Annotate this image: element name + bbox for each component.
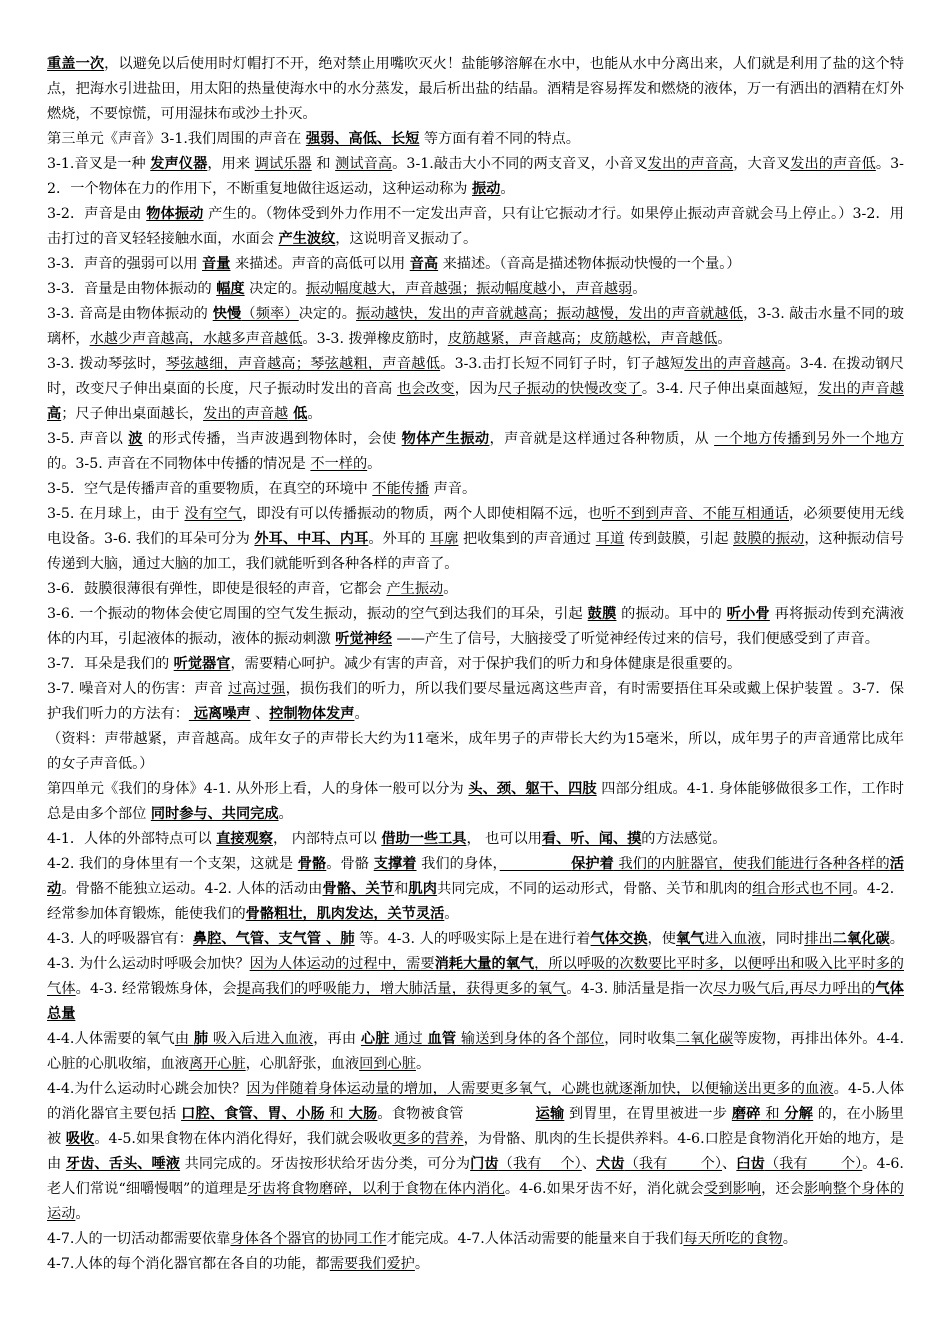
text-run: ，心肌舒张，血液 <box>245 1056 360 1072</box>
underlined-answer: 吸收 <box>65 1131 95 1147</box>
underlined-answer: 过高过强 <box>227 681 286 697</box>
text-run: 。4-5.人体的消化器官主要包括 <box>47 1081 905 1122</box>
text-run: ，必须要使用无线电设备。3-6. 我们的耳朵可分为 <box>47 506 904 547</box>
underlined-answer: 需要我们爱护 <box>329 1256 415 1272</box>
text-run: 4-2. 我们的身体里有一个支架，这就是 <box>47 856 298 872</box>
paragraph <box>47 777 904 827</box>
text-run: ，还会 <box>761 1181 804 1197</box>
text-run: 传到鼓膜，引起 <box>624 531 734 547</box>
text-run: 才能完成。4-7.人体活动需要的能量来自于我们 <box>386 1231 684 1247</box>
text-run: ，大音叉 <box>733 156 791 172</box>
underlined-answer: 外耳、中耳、内耳 <box>254 531 369 547</box>
text-run: 3-6. 一个振动的物体会使它周围的空气发生振动，振动的空气到达我们的耳朵，引起 <box>47 606 588 622</box>
underlined-answer: 气体交换 <box>590 931 648 947</box>
text-run: 3-2．声音是由 <box>47 206 147 222</box>
text-run: 。 <box>415 1056 431 1072</box>
underlined-answer: 尽力吸气后,再尽力呼出的 <box>713 981 876 997</box>
underlined-answer: 大肠 <box>348 1106 378 1122</box>
underlined-answer: 臼齿 <box>736 1156 765 1172</box>
underlined-answer: 不一样的 <box>310 456 368 472</box>
underlined-answer: 骨骼、关节 <box>322 881 395 897</box>
paragraph <box>47 577 904 602</box>
paragraph <box>47 1077 904 1227</box>
text-run: 。 <box>717 331 732 347</box>
text-run: 和 <box>311 156 336 172</box>
underlined-answer: 通过 <box>389 1031 428 1047</box>
text-run: 来描述。声音的高低可以用 <box>230 256 410 272</box>
text-run: ，再由 <box>313 1031 361 1047</box>
paragraph <box>47 927 904 1027</box>
text-run: ，这种振动信号传递到大脑，通过大脑的加工，我们就能听到各种各样的声音了。 <box>47 531 904 572</box>
underlined-answer: 听小骨 <box>726 606 770 622</box>
underlined-answer: 心脏 <box>360 1031 390 1047</box>
paragraph <box>47 602 904 652</box>
text-run: 。4-5.如果食物在体内消化得好，我们就会吸收 <box>94 1131 393 1147</box>
paragraph <box>47 1027 904 1077</box>
underlined-answer: 测试音高 <box>335 156 393 172</box>
text-run: ，需要精心呵护。减少有害的声音，对于保护我们的听力和身体健康是很重要的。 <box>230 656 742 672</box>
text-run: 。 <box>414 1256 430 1272</box>
paragraph <box>47 652 904 677</box>
underlined-answer: 鼓膜的振动 <box>733 531 805 547</box>
underlined-answer: 排出 <box>804 931 833 947</box>
underlined-answer: 耳廓 <box>429 531 459 547</box>
underlined-answer: 发出的声音低 <box>790 156 876 172</box>
underlined-answer: 氧气 <box>676 931 705 947</box>
text-run: 3-6．鼓膜很薄很有弹性，即使是很轻的声音，它都会 <box>47 581 387 597</box>
underlined-answer: 提高我们的呼吸能力，增大肺活量，获得更多的氧气 <box>236 981 567 997</box>
text-run: 。 <box>443 581 458 597</box>
text-run: 。 <box>354 706 369 722</box>
text-run: 我们的身体， <box>416 856 500 872</box>
underlined-answer: 发出的声音越 <box>817 381 904 397</box>
paragraph <box>47 202 904 252</box>
text-run: 第四单元《我们的身体》4-1. 从外形上看，人的身体一般可以分为 <box>47 781 469 797</box>
underlined-answer: 鼻腔、气管、支气管 、肺 <box>192 931 355 947</box>
paragraph <box>47 302 904 352</box>
underlined-answer: 骨骼粗壮，肌肉发达，关节灵活 <box>245 906 445 922</box>
text-run: ，3-3. 敲击水量不同的玻璃杯， <box>47 306 904 347</box>
text-run: 4-4.人体需要的氧气 <box>47 1031 175 1047</box>
text-run: 的，在小肠里被 <box>47 1106 904 1147</box>
underlined-answer: 发出的声音越高 <box>684 356 786 372</box>
underlined-answer: 因为人体运动的过程中，需要 <box>249 956 435 972</box>
text-run: ，为骨骼、肌肉的生长提供养料。4-6.口腔是食物消化开始的地方，是由 <box>47 1131 904 1172</box>
text-run: 。3-3.击打长短不同钉子时，钉子越短 <box>440 356 685 372</box>
text-run: 。4-2．经常参加体育锻炼，能使我们的 <box>47 881 904 922</box>
underlined-answer: 离开心脏 <box>188 1056 246 1072</box>
underlined-answer: 振动越快，发出的声音就越高；振动越慢，发出的声音就越低 <box>356 306 744 322</box>
text-run: ，使 <box>647 931 677 947</box>
text-run: 3-7. 噪音对人的伤害：声音 <box>47 681 228 697</box>
text-run: 来描述。（音高是描述物体振动快慢的一个量。） <box>438 256 741 272</box>
text-run: ， 内部特点可以 <box>273 831 382 847</box>
text-run: 再将振动传到充满液体的内耳，引起液体的振动，液体的振动刺激 <box>47 606 904 647</box>
paragraph <box>47 127 904 152</box>
text-run: 、 <box>250 706 270 722</box>
underlined-answer: 水越少声音越高，水越多声音越低 <box>89 331 303 347</box>
underlined-answer: 分解 <box>784 1106 814 1122</box>
text-run: ，用来 <box>207 156 255 172</box>
underlined-answer: 音高 <box>409 256 439 272</box>
underlined-answer: 不能传播 <box>372 481 430 497</box>
underlined-answer: 更多的营养 <box>392 1131 464 1147</box>
paragraph <box>47 827 904 852</box>
underlined-answer: 发声仪器 <box>150 156 208 172</box>
underlined-answer: 鼓膜 <box>587 606 617 622</box>
paragraph <box>47 1227 904 1252</box>
underlined-answer: （我有 个） <box>624 1156 723 1172</box>
text-run: 。3-4. 尺子伸出桌面越短， <box>641 381 818 397</box>
underlined-answer: 重盖一次 <box>47 56 105 72</box>
text-run: 。3-1.敲击大小不同的两支音叉，小音叉 <box>392 156 648 172</box>
text-run: 3-3. 音高是由物体振动的 <box>47 306 213 322</box>
underlined-answer: 看、听、闻、摸 <box>541 831 642 847</box>
underlined-answer: 调试乐器 <box>254 156 312 172</box>
underlined-answer: 受到影响 <box>703 1181 762 1197</box>
underlined-answer: 二氧化碳 <box>675 1031 734 1047</box>
text-run: 的。3-5. 声音在不同物体中传播的情况是 <box>47 456 311 472</box>
text-run: 。 <box>632 281 647 297</box>
paragraph <box>47 677 904 727</box>
text-run: 。 <box>500 181 515 197</box>
underlined-answer: 产生振动 <box>386 581 444 597</box>
underlined-answer: 骨骼 <box>297 856 327 872</box>
text-run: 的振动。耳中的 <box>616 606 727 622</box>
text-run: 把收集到的声音通过 <box>458 531 596 547</box>
text-run: 。外耳的 <box>368 531 430 547</box>
underlined-answer: 听不到到声音、不能互相通话 <box>601 506 790 522</box>
text-run: 决定的。 <box>244 281 306 297</box>
underlined-answer: 犬齿 <box>596 1156 625 1172</box>
text-run: 、 <box>581 1156 597 1172</box>
underlined-answer: 琴弦越细，声音越高；琴弦越粗，声音越低 <box>165 356 441 372</box>
underlined-answer: 快慢 <box>212 306 242 322</box>
underlined-answer: 和 <box>760 1106 785 1122</box>
underlined-answer: 物体振动 <box>146 206 204 222</box>
text-run: 。 <box>782 1231 797 1247</box>
underlined-answer: 发出的声音高 <box>647 156 734 172</box>
text-run: 。骨骼 <box>326 856 374 872</box>
underlined-answer: 牙齿、舌头、唾液 <box>65 1156 181 1172</box>
text-run: 产生的。（物体受到外力作用不一定发出声音，只有让它振动才行。如果停止振动声音就会马上停止。）3-2．用击打过的音叉轻轻接触水面，水面会 <box>47 206 904 247</box>
underlined-answer: 借助一些工具 <box>381 831 467 847</box>
text-run: 第三单元《声音》3-1.我们周围的声音在 <box>47 131 306 147</box>
underlined-answer: 控制物体发声 <box>269 706 355 722</box>
text-run: 等方面有着不同的特点。 <box>419 131 580 147</box>
underlined-answer: （我有 个） <box>764 1156 863 1172</box>
underlined-answer: 运输 <box>535 1106 565 1122</box>
underlined-answer: 高 <box>47 406 62 422</box>
underlined-answer: 组合形式也不同 <box>752 881 853 897</box>
text-run: 。4-3. 肺活量是指一次 <box>566 981 714 997</box>
underlined-answer: ，所以呼吸的次数要比平时多，以便呼出和吸入比平时多的气体 <box>47 956 904 997</box>
underlined-answer: 吸入后进入血液 <box>208 1031 314 1047</box>
text-run: ，因为 <box>454 381 498 397</box>
text-run: 3-3．音量是由物体振动的 <box>47 281 217 297</box>
underlined-answer: 影响整个身体的运动 <box>47 1181 904 1222</box>
text-run: 声音。 <box>429 481 477 497</box>
paragraph <box>47 252 904 277</box>
paragraph <box>47 152 904 202</box>
underlined-answer: 振动幅度越大，声音越强；振动幅度越小，声音越弱 <box>305 281 633 297</box>
underlined-answer: 一个地方传播到另外一个地方 <box>714 431 904 447</box>
text-run: 3-3．声音的强弱可以用 <box>47 256 203 272</box>
text-run: 3-5. 声音以 <box>47 431 129 447</box>
underlined-answer: 肌肉 <box>408 881 438 897</box>
text-run: 。3-3. 拨弹橡皮筋时， <box>302 331 448 347</box>
underlined-answer: 保护着 <box>571 856 614 872</box>
text-run: 4-1．人体的外部特点可以 <box>47 831 217 847</box>
text-run: 4-7.人的一切活动都需要依靠 <box>47 1231 231 1247</box>
text-run: 4-4.为什么运动时心跳会加快？ <box>47 1081 247 1097</box>
text-run: 。 <box>278 806 293 822</box>
underlined-answer: 口腔、食管、胃、小肠 <box>181 1106 325 1122</box>
paragraph <box>47 727 904 777</box>
underlined-answer: 听觉器官 <box>173 656 231 672</box>
paragraph <box>47 52 904 127</box>
text-run: 、 <box>722 1156 737 1172</box>
underlined-answer: 磨碎 <box>731 1106 761 1122</box>
text-run: 。 <box>75 1206 90 1222</box>
text-run: ——产生了信号，大脑接受了听觉神经传过来的信号，我们便感受到了声音。 <box>392 631 879 647</box>
text-run: 4-3. 人的呼吸器官有： <box>47 931 193 947</box>
text-run: 3-3. 拨动琴弦时， <box>47 356 166 372</box>
text-run: ；尺子伸出桌面越长， <box>61 406 204 422</box>
underlined-answer: 远离噪声 <box>188 706 251 722</box>
underlined-answer: 皮筋越紧，声音越高；皮筋越松，声音越低 <box>447 331 718 347</box>
underlined-answer: 活动 <box>47 856 904 897</box>
text-run: 。3-2．一个物体在力的作用下，不断重复地做往返运动，这种运动称为 <box>47 156 904 197</box>
underlined-answer: 支撑着 <box>373 856 417 872</box>
underlined-answer: 消耗大量的氧气 <box>434 956 535 972</box>
underlined-answer: 头、颈、躯干、四肢 <box>468 781 597 797</box>
paragraph <box>47 477 904 502</box>
underlined-answer: 幅度 <box>216 281 245 297</box>
underlined-answer: 由 <box>174 1031 194 1047</box>
text-run: 决定的。 <box>298 306 357 322</box>
underlined-answer: （频率） <box>241 306 299 322</box>
paragraph <box>47 277 904 302</box>
text-run: ，以避免以后使用时灯帽打不开，绝对禁止用嘴吹灭火！盐能够溶解在水中，也能从水中分离出来，人们就是利用了盐的这个特点，把海水引进盐田，用太阳的热量使海水中的水分蒸发，最后析出盐的结晶。酒精是容易挥发和燃烧的液体，万一有洒出的酒精在灯外燃烧，不要惊慌，可用湿抹布或沙土扑灭。 <box>47 56 904 122</box>
underlined-answer: 也会改变 <box>397 381 455 397</box>
paragraph <box>47 352 904 427</box>
underlined-answer: 每天所吃的食物 <box>683 1231 783 1247</box>
underlined-answer: 强弱、高低、长短 <box>305 131 420 147</box>
text-run: （资料：声带越紧，声音越高。成年女子的声带长大约为11毫米，成年男子的声带长大约为15毫米，所以，成年男子的声音通常比成年的女子声音低。） <box>47 731 904 772</box>
text-run: 四部分组成。4-1. 身体能够做很多工作，工作时总是由多个部位 <box>47 781 904 822</box>
underlined-answer: 直接观察 <box>216 831 273 847</box>
underlined-answer: 气体总量 <box>47 981 904 1022</box>
underlined-answer: 血管 <box>427 1031 457 1047</box>
text-run: ，即没有可以传播振动的物质，两个人即使相隔不远，也 <box>242 506 602 522</box>
text-run: 3-5. 在月球上，由于 <box>47 506 185 522</box>
underlined-answer: 肺 <box>193 1031 209 1047</box>
text-run: 。4-6.如果牙齿不好，消化就会 <box>504 1181 704 1197</box>
underlined-answer: （我有 个） <box>498 1156 582 1172</box>
text-run: ，同时收集 <box>604 1031 676 1047</box>
paragraph <box>47 1252 904 1277</box>
text-run: 。4-3. 为什么运动时呼吸会加快？ <box>47 931 904 972</box>
underlined-answer: 牙齿将食物磨碎，以利于食物在体内消化 <box>247 1181 505 1197</box>
text-run: 等。4-3. 人的呼吸实际上是在进行着 <box>354 931 591 947</box>
text-run: 到胃里，在胃里被进一步 <box>564 1106 732 1122</box>
text-run: 3-5．空气是传播声音的重要物质，在真空的环境中 <box>47 481 373 497</box>
text-run: 。 <box>367 456 382 472</box>
underlined-answer: 低 <box>288 406 308 422</box>
underlined-answer: 振动 <box>471 181 501 197</box>
underlined-answer: 尺子振动的快慢改变了 <box>497 381 642 397</box>
text-run: 3-1.音叉是一种 <box>47 156 151 172</box>
paragraph <box>47 502 904 577</box>
text-run: 的方法感觉。 <box>641 831 727 847</box>
text-run: 和 <box>394 881 409 897</box>
underlined-answer: 身体各个器官的协同工作 <box>230 1231 387 1247</box>
underlined-answer: 进入血液 <box>704 931 762 947</box>
text-run: 等废物，再排出体外。4-4.心脏的心肌收缩，血液 <box>47 1031 904 1072</box>
underlined-answer: 音量 <box>202 256 231 272</box>
text-run: ，这说明音叉振动了。 <box>335 231 478 247</box>
underlined-answer: 产生波纹 <box>278 231 336 247</box>
text-run: ，同时 <box>761 931 805 947</box>
text-run: ，损伤我们的听力，所以我们要尽量远离这些声音，有时需要捂住耳朵或戴上保护装置 。3-7．保护我们听力的方法有： <box>47 681 904 722</box>
paragraph <box>47 852 904 927</box>
text-run: 。 <box>307 406 322 422</box>
underlined-answer: 没有空气 <box>184 506 243 522</box>
underlined-answer: 物体产生振动 <box>401 431 490 447</box>
text-run: 共同完成，不同的运动形式，骨骼、关节和肌肉的 <box>437 881 753 897</box>
underlined-answer: 波 <box>128 431 143 447</box>
text-run: 3-7．耳朵是我们的 <box>47 656 174 672</box>
text-run: ，声音就是这样通过各种物质，从 <box>489 431 715 447</box>
text-run: 。 <box>444 906 459 922</box>
text-run: 的形式传播，当声波遇到物体时，会使 <box>142 431 402 447</box>
underlined-answer: 我们的内脏器官，使我们能进行各种各样的 <box>613 856 890 872</box>
underlined-answer: 门齿 <box>470 1156 499 1172</box>
text-run: 4-7.人体的每个消化器官都在各自的功能，都 <box>47 1256 330 1272</box>
text-run: ， 也可以用 <box>466 831 542 847</box>
underlined-answer: 二氧化碳 <box>832 931 890 947</box>
underlined-answer: 输送到身体的各个部位 <box>456 1031 605 1047</box>
underlined-answer <box>500 856 571 872</box>
underlined-answer: 发出的声音越 <box>203 406 289 422</box>
underlined-answer: 耳道 <box>595 531 625 547</box>
underlined-answer: 和 <box>324 1106 349 1122</box>
text-run: 。骨骼不能独立运动。4-2. 人体的活动由 <box>61 881 323 897</box>
text-run: 。4-6.老人们常说“细嚼慢咽”的道理是 <box>47 1156 904 1197</box>
text-run: 共同完成的。牙齿按形状给牙齿分类，可分为 <box>180 1156 471 1172</box>
underlined-answer: 同时参与、共同完成 <box>150 806 279 822</box>
underlined-answer: 听觉神经 <box>335 631 393 647</box>
text-run: 。食物被食管 <box>377 1106 536 1122</box>
underlined-answer: 回到心脏 <box>359 1056 416 1072</box>
underlined-answer: 因为伴随着身体运动量的增加，人需要更多氧气，心跳也就逐渐加快，以便输送出更多的血液 <box>246 1081 834 1097</box>
text-run: 。4-3. 经常锻炼身体，会 <box>75 981 237 997</box>
paragraph <box>47 427 904 477</box>
text-run: 。3-4. 在拨动钢尺时，改变尺子伸出桌面的长度，尺子振动时发出的音高 <box>47 356 904 397</box>
